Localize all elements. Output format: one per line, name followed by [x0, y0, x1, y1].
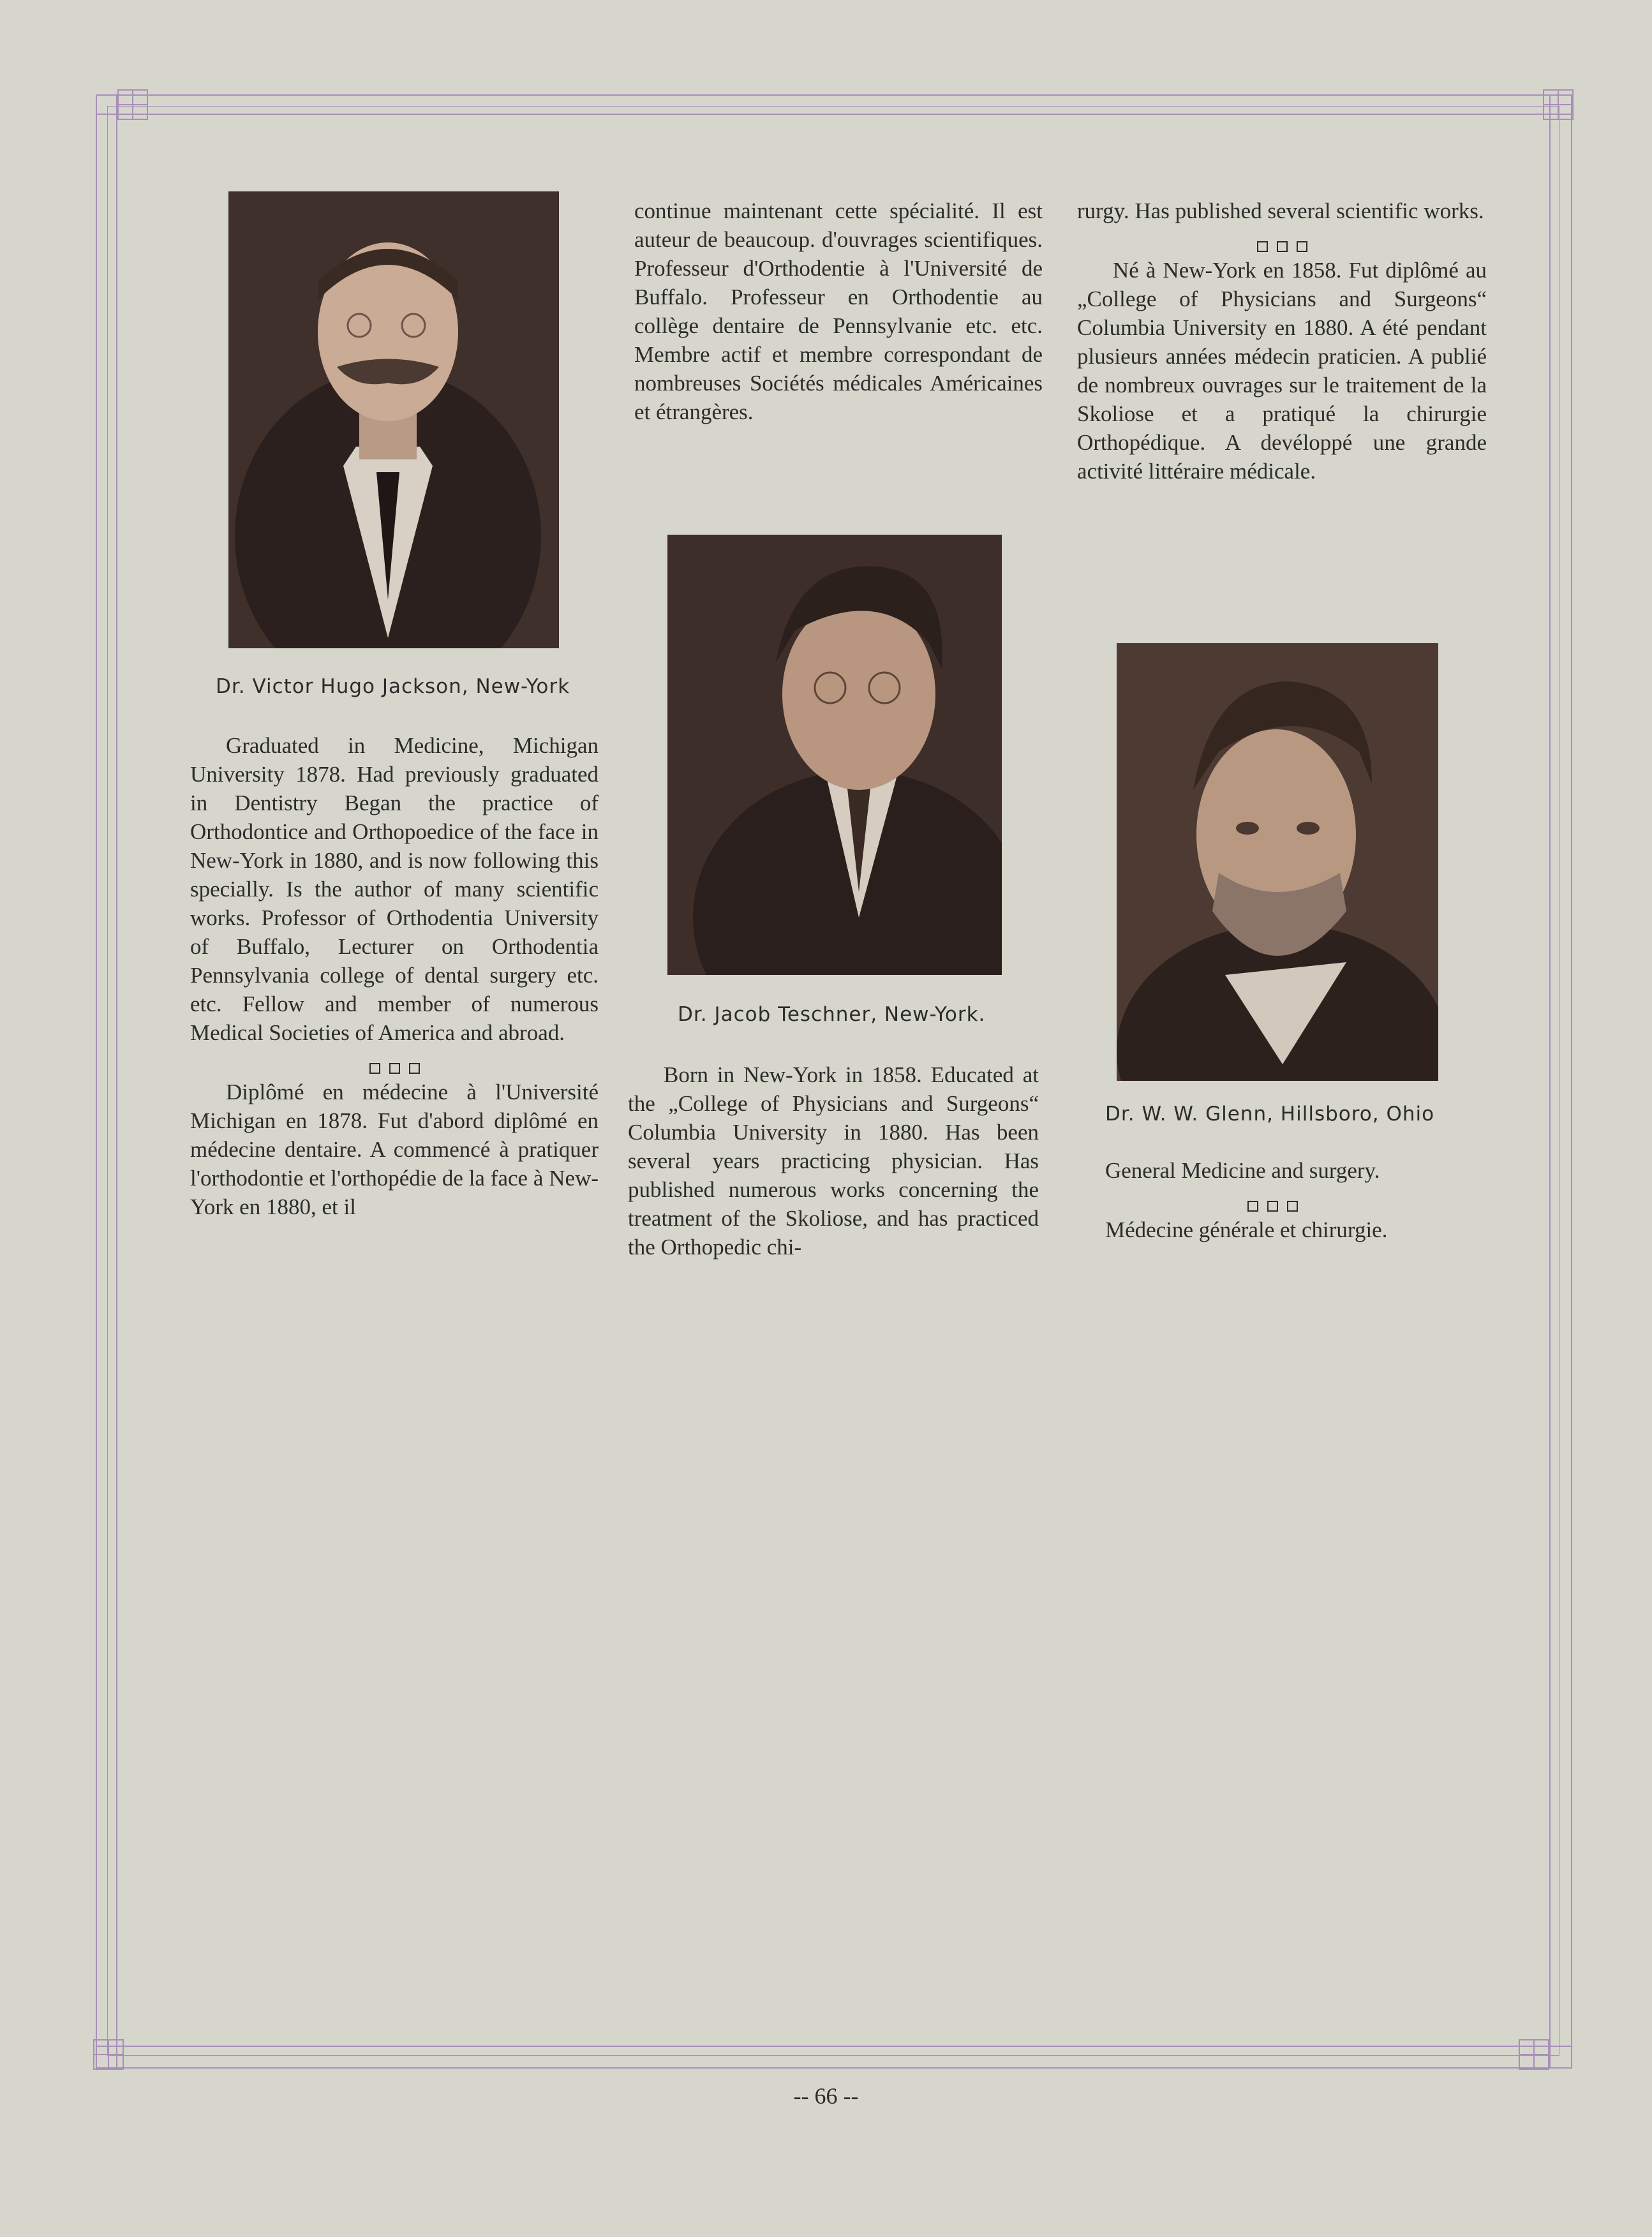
corner-ornament-bottom-right — [1519, 2039, 1549, 2070]
caption-jackson: Dr. Victor Hugo Jackson, New-York — [216, 675, 570, 698]
text-column-right-bottom — [1105, 1156, 1437, 1244]
teschner-english-bio-part2: rurgy. Has published several scientific works. — [1077, 198, 1484, 223]
portrait-photo-glenn — [1117, 643, 1438, 1081]
caption-glenn: Dr. W. W. Glenn, Hillsboro, Ohio — [1105, 1103, 1435, 1126]
text-column-left — [190, 731, 599, 1221]
corner-ornament-top-left — [117, 89, 148, 120]
portrait-photo-jackson — [228, 191, 559, 648]
jackson-french-bio-part1: Diplômé en médecine à l'Université Michigan en 1878. Fut d'abord diplômé en médecine dentaire. A commencé à pratiquer l'orthodontie et l'orthopédie de la face à New-York en 1880, et il — [190, 1080, 599, 1219]
section-separator — [190, 1052, 599, 1071]
section-separator — [1105, 1190, 1437, 1209]
caption-teschner: Dr. Jacob Teschner, New-York. — [678, 1003, 986, 1026]
teschner-english-bio-part1: Born in New-York in 1858. Educated at the „College of Physicians and Surgeons“ Columbia University in 1880. Has been several years practicing physician. Has published numerous works concerning the treatment of the Skoliose, and has practiced the Orthopedic chi- — [628, 1062, 1039, 1260]
border-rule-left — [116, 94, 117, 2067]
glenn-french-bio: Médecine générale et chirurgie. — [1105, 1217, 1388, 1242]
text-column-right-top — [1077, 197, 1487, 486]
jackson-english-bio: Graduated in Medicine, Michigan University 1878. Had previously graduated in Dentistry Began the practice of Orthodontice and Orthopoedice of the face in New-York in 1880, and is now following this specially. Is the author of many scientific works. Professor of Orthodentia University of Buffalo, Lecturer on Orthodentia Pennsylvania college of dental surgery etc. etc. Fellow and member of numerous Medical Societies of America and abroad. — [190, 733, 599, 1045]
page-number: -- 66 -- — [793, 2083, 859, 2109]
border-rule-top — [96, 114, 1571, 115]
glenn-english-bio: General Medicine and surgery. — [1105, 1158, 1380, 1183]
corner-ornament-top-right — [1543, 89, 1574, 120]
border-rule-right — [1549, 94, 1551, 2067]
border-rule-bottom — [96, 2046, 1571, 2047]
text-column-middle-bottom — [628, 1060, 1039, 1261]
text-column-middle-top — [634, 197, 1043, 426]
portrait-photo-teschner — [667, 535, 1002, 975]
teschner-french-bio: Né à New-York en 1858. Fut diplômé au „College of Physicians and Surgeons“ Columbia University en 1880. A été pendant plusieurs années médecin praticien. A publié de nombreux ouvrages sur le traitement de la Skoliose et a pratiqué la chirurgie Orthopédique. A devéloppé une grande activité littéraire médicale. — [1077, 258, 1487, 484]
jackson-french-bio-part2: continue maintenant cette spécialité. Il est auteur de beaucoup. d'ouvrages scientifiques. Professeur d'Orthodentie à l'Université de Buffalo. Professeur en Orthodentie au collège dentaire de Pennsylvanie etc. etc. Membre actif et membre correspondant de nombreuses Sociétés médicales Américaines et étrangères. — [634, 198, 1043, 424]
section-separator — [1077, 230, 1487, 249]
corner-ornament-bottom-left — [93, 2039, 124, 2070]
